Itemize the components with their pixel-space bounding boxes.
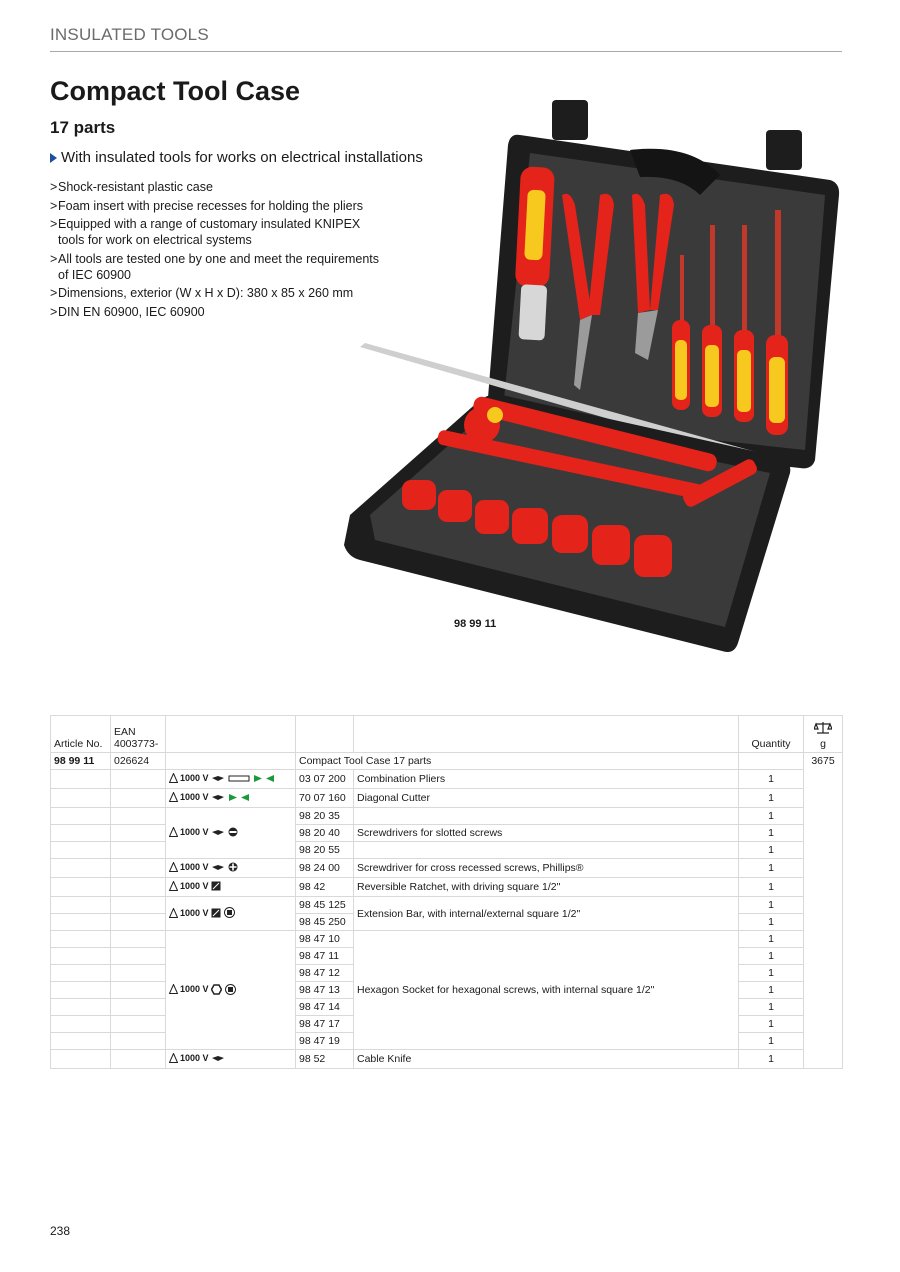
slotted-screw-icon [228,827,238,837]
chevron-right-icon: > [50,304,58,319]
approval-symbols: 1000 V [166,859,296,878]
article-number: 98 99 11 [51,753,111,770]
warning-triangle-icon [169,984,178,994]
chevron-right-icon: > [50,180,58,194]
approval-symbols: 1000 V [166,878,296,897]
table-row: 1000 V 98 47 10 Hexagon Socket for hexagonal screws, with internal square 1/2" 1 [51,931,843,948]
table-row: 98 45 250 1 [51,914,843,931]
table-row: 98 47 14 1 [51,999,843,1016]
table-row: 98 47 11 1 [51,948,843,965]
approval-symbols: 1000 V [166,1050,296,1069]
ean-number: 026624 [111,753,166,770]
table-row: 1000 V 98 24 00 Screwdriver for cross recessed screws, Phillips® 1 [51,859,843,878]
table-row: 1000 V 98 52 Cable Knife 1 [51,1050,843,1069]
table-header-row [51,716,843,753]
drive-square-icon [211,881,221,891]
page-title: Compact Tool Case [50,76,301,106]
header-quantity: Quantity [739,716,804,753]
warning-triangle-icon [169,908,178,918]
feature-item: > Dimensions, exterior (W x H x D): 380 x 85 x 260 mm [50,286,354,301]
table-row [51,753,843,770]
page-number: 238 [50,1224,71,1238]
square-drive-circle-icon [224,907,235,918]
table-row: 1000 V 98 45 125 Extension Bar, with internal/external square 1/2" 1 [51,897,843,914]
table-row: 98 20 55 1 [51,842,843,859]
weight-value: 3675 [804,753,843,1069]
table-row: 98 47 13 1 [51,982,843,999]
approval-symbols: 1000 V [166,808,296,859]
table-row: 1000 V 03 07 200 Combination Pliers 1 [51,770,843,789]
cutter-symbol-icon [228,774,250,783]
feature-item: > DIN EN 60900, IEC 60900 [50,304,205,319]
spec-table [50,715,843,1069]
square-drive-circle-icon [225,984,236,995]
approval-symbols: 1000 V [166,897,296,931]
hexagon-icon [211,984,222,995]
approval-symbols: 1000 V [166,789,296,808]
feature-item: > All tools are tested one by one and meet the requirements of IEC 60900 [50,251,380,282]
chevron-right-icon: > [50,286,58,301]
chevron-right-icon: > [50,251,58,266]
highlight-text: With insulated tools for works on electrical installations [61,149,423,166]
pliers-symbol-icon [211,1054,225,1063]
page-subtitle: 17 parts [50,118,116,137]
table-row: 1000 V 98 42 Reversible Ratchet, with driving square 1/2" 1 [51,878,843,897]
approval-symbols: 1000 V [166,770,296,789]
green-jaw-icon [228,793,250,802]
header-article: Article No. [51,716,111,753]
warning-triangle-icon [169,881,178,891]
main-description: Compact Tool Case 17 parts [296,753,739,770]
warning-triangle-icon [169,827,178,837]
header-weight: g [804,716,843,753]
table-row: 98 20 40 Screwdrivers for slotted screws 1 [51,825,843,842]
product-photo [330,95,845,665]
table-row: 1000 V 98 20 35 1 [51,808,843,825]
chevron-right-icon: > [50,198,58,213]
green-jaw-icon [253,774,275,783]
pliers-symbol-icon [211,828,225,837]
warning-triangle-icon [169,792,178,802]
section-header [50,25,842,52]
table-row: 1000 V 70 07 160 Diagonal Cutter 1 [51,789,843,808]
triangle-bullet-icon [50,153,57,163]
pliers-symbol-icon [211,863,225,872]
chevron-right-icon: > [50,217,58,232]
warning-triangle-icon [169,862,178,872]
table-row: 98 47 17 1 [51,1016,843,1033]
approval-symbols: 1000 V [166,931,296,1050]
feature-item: > Equipped with a range of customary insulated KNIPEX tools for work on electrical systems [50,217,361,248]
pliers-symbol-icon [211,774,225,783]
warning-triangle-icon [169,773,178,783]
warning-triangle-icon [169,1053,178,1063]
photo-caption: 98 99 11 [454,618,497,630]
section-title: INSULATED TOOLS [50,25,209,44]
feature-item: > Foam insert with precise recesses for holding the pliers [50,198,363,213]
table-row: 98 47 19 1 [51,1033,843,1050]
table-row: 98 47 12 1 [51,965,843,982]
pliers-symbol-icon [211,793,225,802]
feature-item: > Shock-resistant plastic case [50,180,213,194]
header-ean: EAN 4003773- [111,716,166,753]
scale-icon [814,721,832,735]
phillips-screw-icon [228,862,238,872]
drive-square-icon [211,908,221,918]
